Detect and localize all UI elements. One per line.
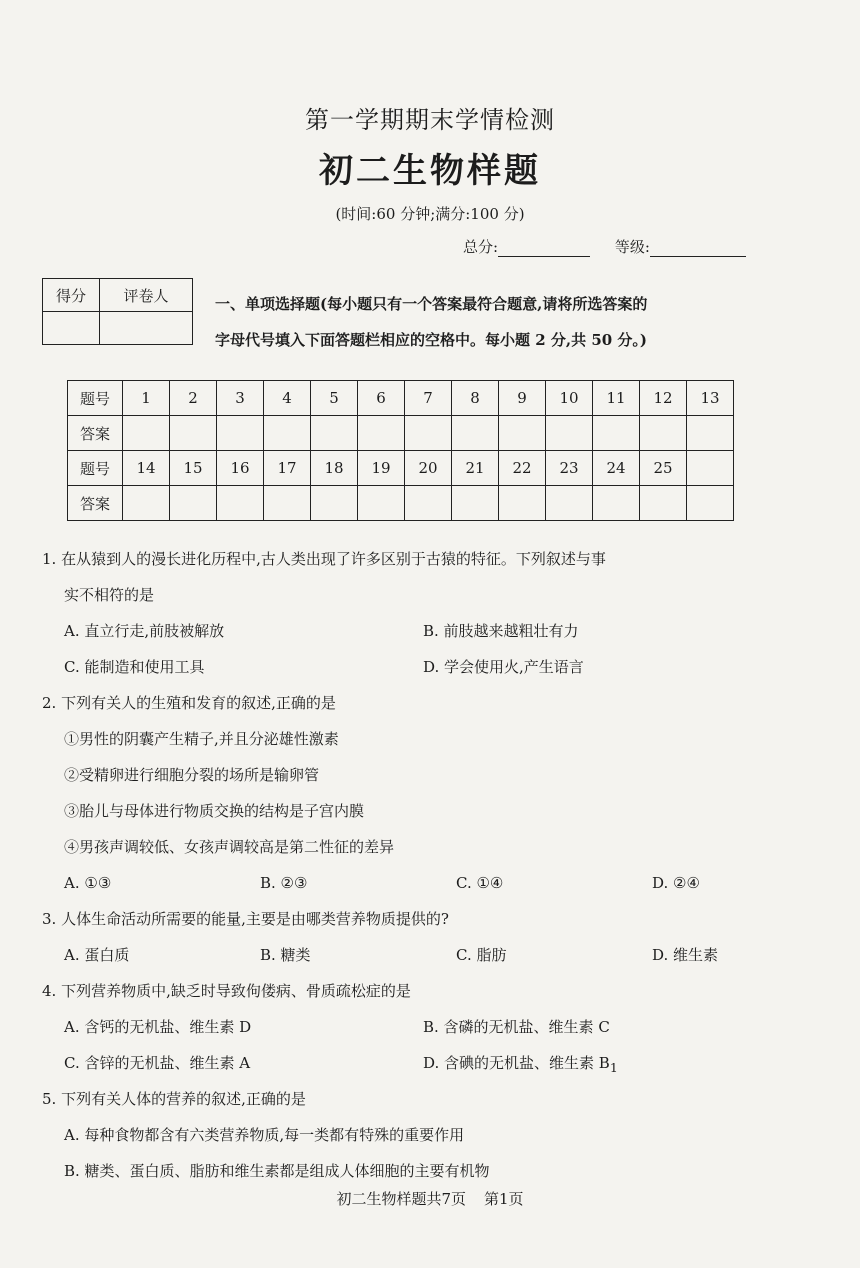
q1-stem-line2: 实不相符的是 (64, 586, 155, 604)
question-number-cell: 20 (405, 451, 452, 486)
answer-cell (640, 416, 687, 451)
q2-option-a: A. ①③ (64, 874, 112, 892)
q2-statement-1: ①男性的阴囊产生精子,并且分泌雄性激素 (64, 730, 339, 748)
answer-cell (358, 486, 405, 521)
answer-cell (264, 486, 311, 521)
q2-option-c: C. ①④ (456, 874, 504, 892)
exam-subtitle: 第一学期期末学情检测 (305, 106, 555, 134)
question-number-label: 题号 (68, 451, 123, 486)
answer-cell (264, 416, 311, 451)
q1-stem-line1: 1. 在从猿到人的漫长进化历程中,古人类出现了许多区别于古猿的特征。下列叙述与事 (42, 550, 606, 568)
q2-option-b: B. ②③ (260, 874, 308, 892)
exam-title: 初二生物样题 (319, 151, 541, 191)
q1-option-b: B. 前肢越来越粗壮有力 (423, 622, 579, 640)
question-number-cell: 18 (311, 451, 358, 486)
answer-cell (640, 486, 687, 521)
question-number-cell: 15 (170, 451, 217, 486)
q1-option-a: A. 直立行走,前肢被解放 (64, 622, 225, 640)
answer-cell (546, 416, 593, 451)
answer-grid-number-row-2 (68, 451, 734, 486)
answer-grid-number-row-1 (68, 381, 734, 416)
q2-stem: 2. 下列有关人的生殖和发育的叙述,正确的是 (42, 694, 336, 712)
q4-options-row2 (42, 1048, 782, 1084)
score-cell (43, 312, 100, 345)
answer-cell (170, 416, 217, 451)
q5-option-b: B. 糖类、蛋白质、脂肪和维生素都是组成人体细胞的主要有机物 (64, 1162, 490, 1180)
question-number-cell: 22 (499, 451, 546, 486)
answer-grid-answer-row-1 (68, 416, 734, 451)
answer-cell (311, 416, 358, 451)
answer-cell (217, 416, 264, 451)
question-number-cell: 9 (499, 381, 546, 416)
question-number-cell: 24 (593, 451, 640, 486)
score-box (42, 278, 193, 345)
answer-cell (405, 486, 452, 521)
question-number-cell: 2 (170, 381, 217, 416)
footer-total-pages: 初二生物样题共7页 (336, 1190, 466, 1208)
q1-option-c: C. 能制造和使用工具 (64, 658, 205, 676)
total-score-label: 总分: (463, 238, 499, 256)
question-number-cell: 4 (264, 381, 311, 416)
answer-cell (593, 486, 640, 521)
q4-option-a: A. 含钙的无机盐、维生素 D (64, 1018, 252, 1036)
q5-stem: 5. 下列有关人体的营养的叙述,正确的是 (42, 1090, 306, 1108)
answer-cell (687, 416, 734, 451)
section-heading-line1: 一、单项选择题(每小题只有一个答案最符合题意,请将所选答案的 (215, 295, 648, 313)
footer-page-number: 第1页 (484, 1190, 524, 1208)
answer-cell (593, 416, 640, 451)
q3-option-d: D. 维生素 (652, 946, 719, 964)
section-heading-line2: 字母代号填入下面答题栏相应的空格中。每小题 2 分,共 50 分。) (215, 331, 648, 349)
answer-cell (452, 416, 499, 451)
grade-label: 等级: (614, 238, 650, 256)
question-number-cell: 1 (123, 381, 170, 416)
answer-cell (123, 416, 170, 451)
question-number-cell: 19 (358, 451, 405, 486)
score-label: 得分 (43, 279, 100, 312)
q4-option-d (423, 1048, 782, 1084)
q4-option-c: C. 含锌的无机盐、维生素 A (64, 1054, 251, 1072)
question-number-cell: 25 (640, 451, 687, 486)
grader-label: 评卷人 (100, 279, 193, 312)
answer-cell (546, 486, 593, 521)
answer-cell (217, 486, 264, 521)
total-score-blank (498, 240, 590, 257)
q3-option-c: C. 脂肪 (456, 946, 507, 964)
q4-option-d-subscript: 1 (609, 1060, 618, 1075)
question-number-cell: 16 (217, 451, 264, 486)
answer-cell (123, 486, 170, 521)
question-number-cell: 7 (405, 381, 452, 416)
q1-options-row2 (42, 652, 782, 688)
question-number-cell: 23 (546, 451, 593, 486)
question-number-cell: 10 (546, 381, 593, 416)
q4-option-b: B. 含磷的无机盐、维生素 C (423, 1018, 610, 1036)
answer-cell (452, 486, 499, 521)
question-list (42, 544, 782, 1192)
question-number-label: 题号 (68, 381, 123, 416)
q2-options (42, 868, 782, 904)
q4-option-d-text: D. 含碘的无机盐、维生素 B (423, 1054, 610, 1072)
grader-cell (100, 312, 193, 345)
q3-option-a: A. 蛋白质 (64, 946, 130, 964)
time-info: (时间:60 分钟;满分:100 分) (335, 205, 525, 223)
answer-cell (499, 486, 546, 521)
answer-label: 答案 (68, 486, 123, 521)
question-number-cell: 12 (640, 381, 687, 416)
question-number-cell: 13 (687, 381, 734, 416)
question-number-cell: 17 (264, 451, 311, 486)
q4-options-row1 (42, 1012, 782, 1048)
answer-grid (67, 380, 734, 521)
page-footer (0, 1188, 860, 1209)
q2-option-d: D. ②④ (652, 874, 700, 892)
question-number-cell: 5 (311, 381, 358, 416)
answer-grid-answer-row-2 (68, 486, 734, 521)
answer-label: 答案 (68, 416, 123, 451)
q3-options (42, 940, 782, 976)
q2-statement-2: ②受精卵进行细胞分裂的场所是输卵管 (64, 766, 320, 784)
question-number-cell: 14 (123, 451, 170, 486)
q3-stem: 3. 人体生命活动所需要的能量,主要是由哪类营养物质提供的? (42, 910, 449, 928)
answer-cell (687, 486, 734, 521)
question-number-cell (687, 451, 734, 486)
q2-statement-4: ④男孩声调较低、女孩声调较高是第二性征的差异 (64, 838, 395, 856)
total-score-line (463, 236, 746, 257)
q1-option-d: D. 学会使用火,产生语言 (423, 658, 584, 676)
question-number-cell: 11 (593, 381, 640, 416)
question-number-cell: 3 (217, 381, 264, 416)
grade-blank (650, 240, 746, 257)
q5-option-a: A. 每种食物都含有六类营养物质,每一类都有特殊的重要作用 (64, 1126, 465, 1144)
q1-options-row1 (42, 616, 782, 652)
question-number-cell: 21 (452, 451, 499, 486)
q2-statement-3: ③胎儿与母体进行物质交换的结构是子宫内膜 (64, 802, 365, 820)
answer-cell (311, 486, 358, 521)
section-heading (215, 286, 815, 358)
answer-cell (405, 416, 452, 451)
question-number-cell: 6 (358, 381, 405, 416)
answer-cell (170, 486, 217, 521)
answer-cell (358, 416, 405, 451)
q3-option-b: B. 糖类 (260, 946, 311, 964)
answer-cell (499, 416, 546, 451)
q4-stem: 4. 下列营养物质中,缺乏时导致佝偻病、骨质疏松症的是 (42, 982, 411, 1000)
question-number-cell: 8 (452, 381, 499, 416)
